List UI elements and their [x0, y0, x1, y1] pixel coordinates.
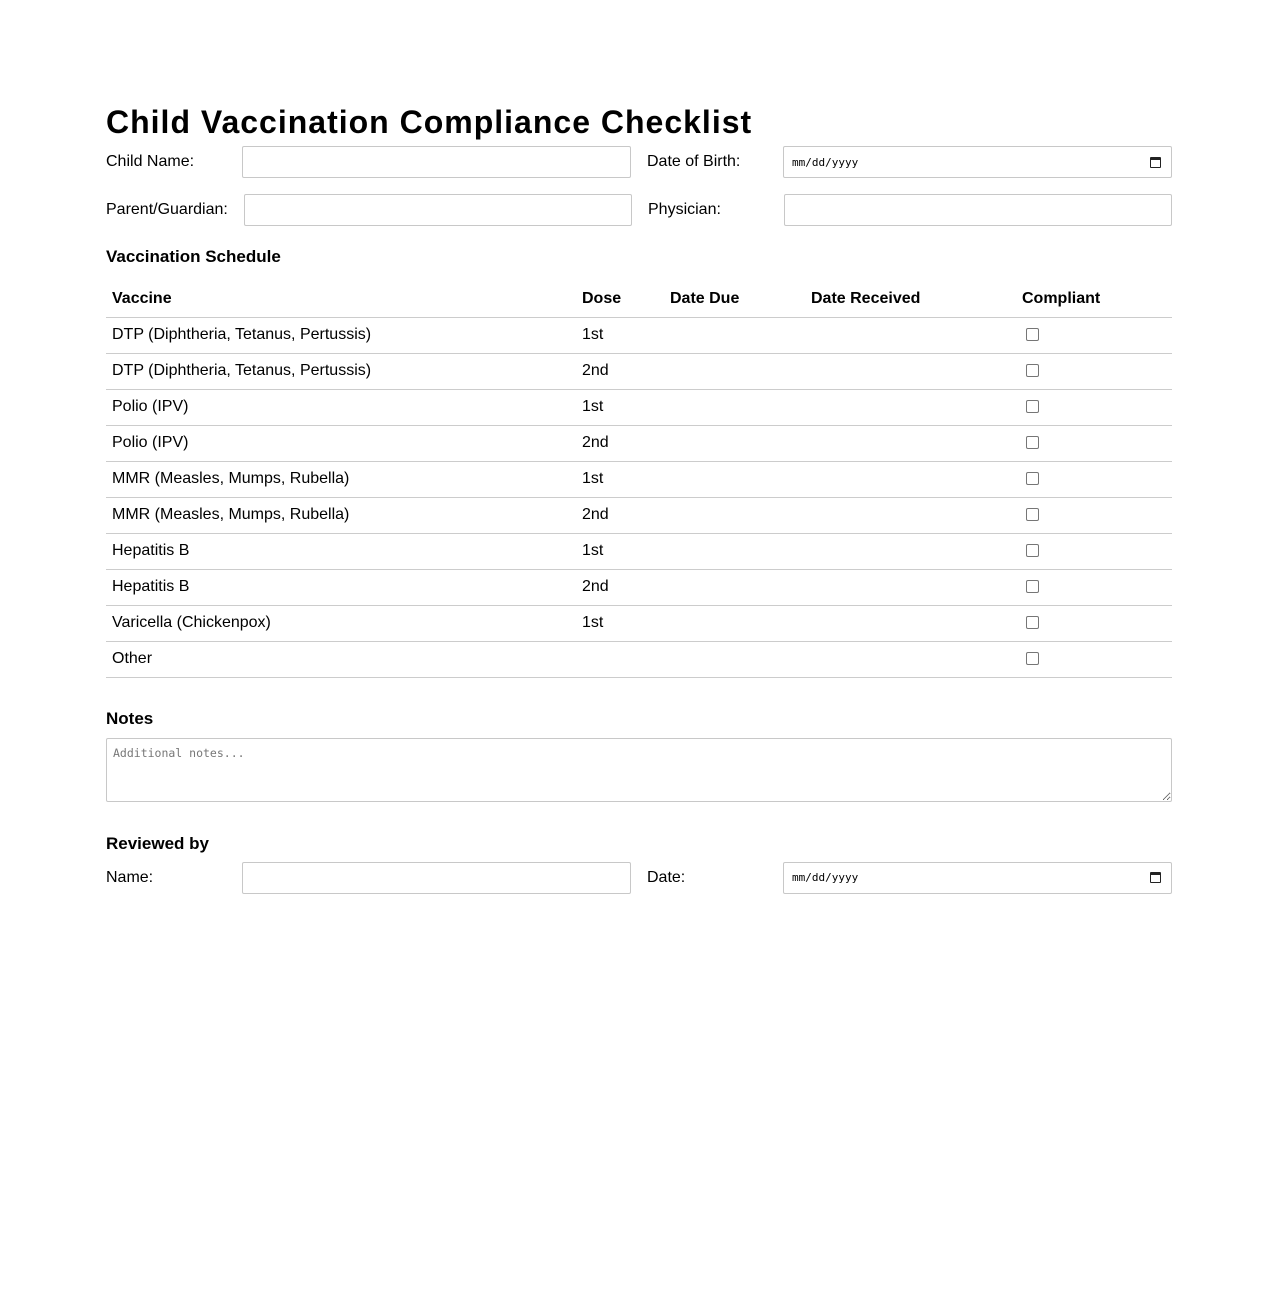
page-title: Child Vaccination Compliance Checklist: [106, 104, 753, 140]
date-received-cell[interactable]: [805, 605, 1016, 641]
review-date-placeholder: mm/dd/yyyy: [792, 871, 859, 884]
compliant-cell: [1016, 605, 1172, 641]
compliant-cell: [1016, 497, 1172, 533]
physician-input[interactable]: [784, 194, 1172, 226]
reviewed-by-heading: Reviewed by: [106, 833, 209, 853]
dob-date-placeholder: mm/dd/yyyy: [792, 155, 859, 169]
table-header-row: [106, 281, 1172, 317]
compliant-checkbox[interactable]: [1026, 364, 1039, 377]
checklist-page: [106, 100, 1172, 910]
vaccine-cell: Other: [106, 641, 576, 677]
vaccine-cell: DTP (Diphtheria, Tetanus, Pertussis): [106, 317, 576, 353]
table-row: [106, 461, 1172, 497]
column-header-dose: Dose: [576, 281, 664, 317]
child-info-row-2: [106, 194, 1172, 226]
table-row: [106, 533, 1172, 569]
child-info-row-1: [106, 146, 1172, 178]
date-due-cell[interactable]: [664, 353, 805, 389]
reviewed-by-row: [106, 862, 1172, 894]
date-received-cell[interactable]: [805, 641, 1016, 677]
child-name-input[interactable]: [242, 146, 631, 178]
parent-guardian-input[interactable]: [244, 194, 632, 226]
date-received-cell[interactable]: [805, 317, 1016, 353]
vaccine-cell: Varicella (Chickenpox): [106, 605, 576, 641]
dob-label: Date of Birth:: [647, 153, 741, 170]
compliant-cell: [1016, 641, 1172, 677]
vaccine-cell: MMR (Measles, Mumps, Rubella): [106, 497, 576, 533]
vaccination-table: [106, 281, 1172, 678]
date-received-cell[interactable]: [805, 425, 1016, 461]
table-row: [106, 353, 1172, 389]
compliant-checkbox[interactable]: [1026, 652, 1039, 665]
child-name-label: Child Name:: [106, 153, 195, 170]
dose-cell: 2nd: [576, 425, 664, 461]
compliant-checkbox[interactable]: [1026, 472, 1039, 485]
table-row: [106, 569, 1172, 605]
notes-section: [106, 709, 1172, 802]
compliant-cell: [1016, 389, 1172, 425]
date-due-cell[interactable]: [664, 425, 805, 461]
table-row: [106, 317, 1172, 353]
dose-cell: 1st: [576, 605, 664, 641]
date-due-cell[interactable]: [664, 569, 805, 605]
date-due-cell[interactable]: [664, 461, 805, 497]
column-header-date-due: Date Due: [664, 281, 805, 317]
compliant-checkbox[interactable]: [1026, 328, 1039, 341]
reviewer-name-input[interactable]: [242, 862, 631, 894]
compliant-checkbox[interactable]: [1026, 508, 1039, 521]
vaccination-schedule-section: [106, 247, 1172, 678]
dose-cell: 2nd: [576, 569, 664, 605]
notes-heading: Notes: [106, 708, 154, 728]
compliant-checkbox[interactable]: [1026, 580, 1039, 593]
notes-textarea[interactable]: [106, 738, 1172, 802]
compliant-cell: [1016, 461, 1172, 497]
date-received-cell[interactable]: [805, 461, 1016, 497]
dose-cell: 1st: [576, 461, 664, 497]
column-header-compliant: Compliant: [1016, 281, 1172, 317]
column-header-date-received: Date Received: [805, 281, 1016, 317]
date-due-cell[interactable]: [664, 605, 805, 641]
compliant-checkbox[interactable]: [1026, 616, 1039, 629]
review-date-label: Date:: [647, 868, 686, 886]
table-row: [106, 605, 1172, 641]
dose-cell: 1st: [576, 533, 664, 569]
schedule-heading: Vaccination Schedule: [106, 247, 281, 266]
date-due-cell[interactable]: [664, 317, 805, 353]
compliant-cell: [1016, 317, 1172, 353]
vaccine-cell: Polio (IPV): [106, 389, 576, 425]
table-row: [106, 389, 1172, 425]
vaccine-cell: Hepatitis B: [106, 533, 576, 569]
reviewer-name-label: Name:: [106, 868, 154, 886]
compliant-cell: [1016, 533, 1172, 569]
dose-cell: 1st: [576, 317, 664, 353]
date-received-cell[interactable]: [805, 497, 1016, 533]
date-due-cell[interactable]: [664, 533, 805, 569]
table-row: [106, 641, 1172, 677]
vaccine-cell: MMR (Measles, Mumps, Rubella): [106, 461, 576, 497]
table-row: [106, 497, 1172, 533]
reviewed-by-section: [106, 834, 1172, 894]
dose-cell: 2nd: [576, 497, 664, 533]
date-received-cell[interactable]: [805, 353, 1016, 389]
parent-guardian-label: Parent/Guardian:: [106, 201, 228, 218]
date-received-cell[interactable]: [805, 533, 1016, 569]
dob-date-input[interactable]: [783, 146, 1172, 178]
dose-cell: [576, 641, 664, 677]
date-due-cell[interactable]: [664, 641, 805, 677]
table-row: [106, 425, 1172, 461]
date-received-cell[interactable]: [805, 569, 1016, 605]
physician-label: Physician:: [648, 201, 721, 218]
vaccine-cell: Hepatitis B: [106, 569, 576, 605]
calendar-icon[interactable]: [1150, 157, 1161, 168]
date-due-cell[interactable]: [664, 389, 805, 425]
review-date-input[interactable]: [783, 862, 1172, 894]
compliant-cell: [1016, 425, 1172, 461]
dose-cell: 1st: [576, 389, 664, 425]
date-due-cell[interactable]: [664, 497, 805, 533]
compliant-cell: [1016, 353, 1172, 389]
compliant-checkbox[interactable]: [1026, 436, 1039, 449]
compliant-cell: [1016, 569, 1172, 605]
vaccine-cell: DTP (Diphtheria, Tetanus, Pertussis): [106, 353, 576, 389]
compliant-checkbox[interactable]: [1026, 544, 1039, 557]
compliant-checkbox[interactable]: [1026, 400, 1039, 413]
date-received-cell[interactable]: [805, 389, 1016, 425]
vaccine-cell: Polio (IPV): [106, 425, 576, 461]
column-header-vaccine: Vaccine: [106, 281, 576, 317]
calendar-icon[interactable]: [1150, 872, 1161, 883]
dose-cell: 2nd: [576, 353, 664, 389]
